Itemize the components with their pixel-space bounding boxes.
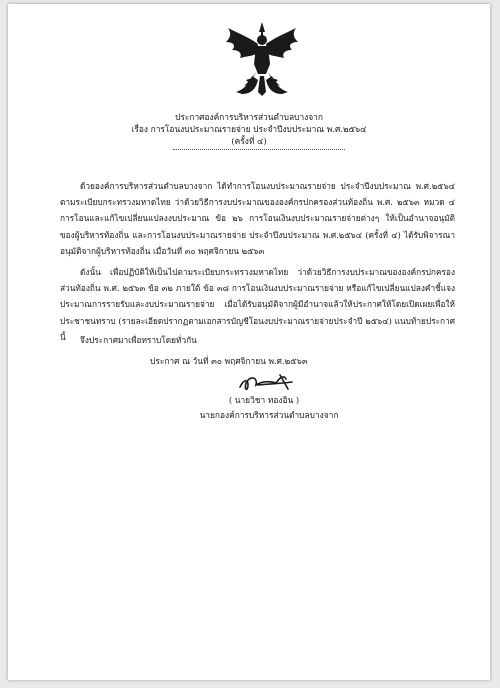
- header-subject: เรื่อง การโอนงบประมาณรายจ่าย ประจำปีงบประมาณ พ.ศ.๒๕๖๔: [131, 124, 367, 134]
- signer-name: ( นายวิชา ทองอิน ): [228, 395, 300, 405]
- paragraph-background: ด้วยองค์การบริหารส่วนตำบลบางจาก ได้ทำการโอนงบประมาณรายจ่าย ประจำปีงบประมาณ พ.ศ.๒๕๖๔ ตามระเบียบกระทรวงมหาดไทย ว่าด้วยวิธีการงบประมาณขององค์กรปกครองส่วนท้องถิ่น พ.ศ. ๒๕๖๓ หมวด ๔ การโอนและแก้ไขเปลี่ยนแปลงงบประมาณ ข้อ ๒๖ การโอนเงินงบประมาณรายจ่ายต่างๆ ให้เป็นอำนาจอนุมัติของผู้บริหารท้องถิ่น และการโอนงบประมาณรายจ่าย ประจำปีงบประมาณ พ.ศ.๒๕๖๔ (ครั้งที่ ๔) ได้รับพิจารณาอนุมัติจากผู้บริหารท้องถิ่น เมื่อวันที่ ๓๐ พฤศจิกายน ๒๕๖๓: [60, 181, 455, 256]
- paragraph-announcement: จึงประกาศมาเพื่อทราบโดยทั่วกัน: [80, 335, 197, 345]
- paragraph-therefore: ดังนั้น เพื่อปฏิบัติให้เป็นไปตามระเบียบกระทรวงมหาดไทย ว่าด้วยวิธีการงบประมาณขององค์กรปกครองส่วนท้องถิ่น พ.ศ. ๒๕๖๓ ข้อ ๓๒ ภายใต้ ข้อ ๓๘ การโอนเงินงบประมาณรายจ่าย หรือแก้ไขเปลี่ยนแปลงคำชี้แจงประมาณการรายรับและงบประมาณรายจ่าย เมื่อได้รับอนุมัติจากผู้มีอำนาจแล้วให้ประกาศให้โดยเปิดเผยเพื่อให้ประชาชนทราบ (รายละเอียดปรากฏตามเอกสารบัญชีโอนงบประมาณรายจ่ายประจำปี ๒๕๖๔) แนบท้ายประกาศนี้: [60, 267, 455, 342]
- announce-date: ประกาศ ณ วันที่ ๓๐ พฤศจิกายน พ.ศ.๒๕๖๓: [150, 356, 308, 366]
- document-page: [8, 4, 490, 680]
- header-round: (ครั้งที่ ๔): [231, 136, 267, 146]
- separator-line: [173, 149, 345, 150]
- garuda-emblem-icon: [222, 20, 302, 100]
- signer-position: นายกองค์การบริหารส่วนตำบลบางจาก: [199, 410, 339, 420]
- header-organization: ประกาศองค์การบริหารส่วนตำบลบางจาก: [175, 112, 323, 122]
